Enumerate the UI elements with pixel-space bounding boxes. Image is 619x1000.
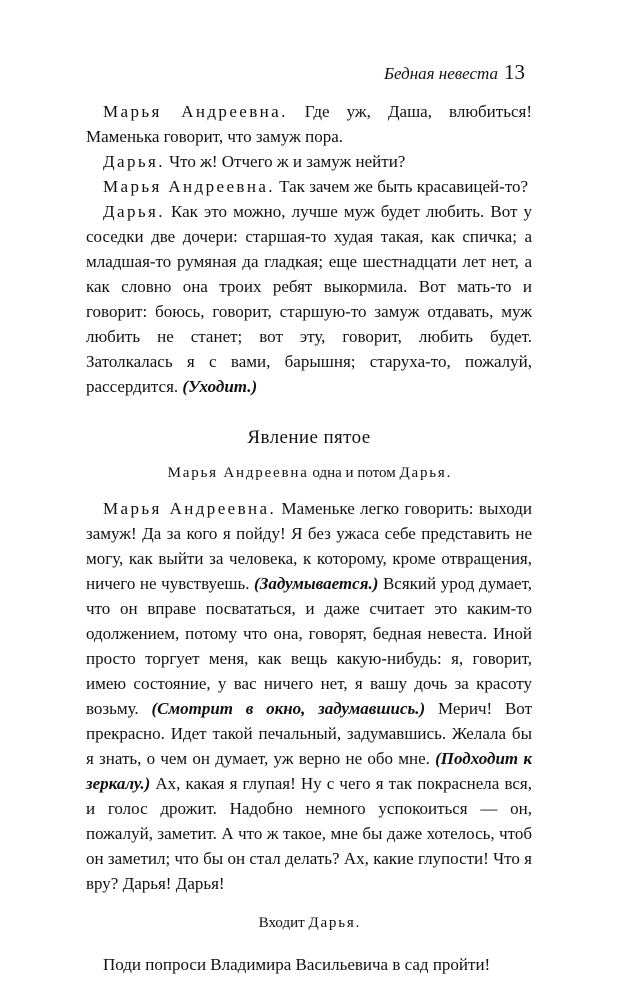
line-text: Маменьке легко говорить: выходи замуж! Да за кого я пойду! Я без ужаса себе представить не могу, как выйти за человека, к которому, кроме отвращения, ничего не чувствуешь. xyxy=(86,499,532,593)
monologue xyxy=(86,496,532,896)
page-number: 13 xyxy=(504,60,525,84)
cast-end: . xyxy=(446,465,451,481)
line-text: Где уж, Даша, влюбиться! Маменька говорит, что замуж пора. xyxy=(86,102,532,146)
line-text: Что ж! Отчего ж и замуж нейти? xyxy=(164,152,406,171)
enter-end: . xyxy=(355,915,360,931)
dialogue-line xyxy=(86,952,532,977)
stage-direction: (Смотрит в окно, задумавшись.) xyxy=(151,699,426,718)
line-text: Как это можно, лучше муж будет любить. Вот у соседки две дочери: старшая-то худая такая, как спичка; а младшая-то румяная да гладкая; еще шестнадцати лет нет, а как словно она троих ребят выкормила. Вот мать-то и говорит: боюсь, говорит, старшую-то замуж отдавать, муж любить не станет; вот эту, говорит, любить будет. Затолкалась я с вами, барышня; старуха-то, пожалуй, рассердится. xyxy=(86,202,532,396)
line-text: Так зачем же быть красавицей-то? xyxy=(274,177,529,196)
line-text: Всякий урод думает, что он вправе посвататься, и даже считает это каким-то одолжением, потому что она, говорят, бедная невеста. Иной просто торгует меня, как вещь какую-нибудь: я, говорит, имею состояние, у вас ничего нет, я вашу дочь за красоту возьму. xyxy=(86,574,532,718)
stage-direction: (Задумывается.) xyxy=(254,574,379,593)
cast-line xyxy=(86,462,532,484)
speaker-name: Марья Андреевна. xyxy=(103,102,288,121)
enter-name: Дарья xyxy=(308,915,356,931)
line-text: Мерич! Вот прекрасно. Идет такой печальный, задумавшись. Желала бы я знать, о чем он думает, уж верно не обо мне. xyxy=(86,699,533,768)
stage-direction: (Подходит к зеркалу.) xyxy=(86,749,532,793)
running-header xyxy=(384,61,525,85)
speaker-name: Марья Андреевна. xyxy=(103,499,277,518)
enter-verb: Входит xyxy=(258,915,309,931)
dialogue-line xyxy=(86,99,532,149)
dialogue-line xyxy=(86,174,532,199)
dialogue-line xyxy=(86,149,532,174)
enter-direction xyxy=(86,912,532,934)
cast-text: одна и потом xyxy=(308,465,400,481)
body-text xyxy=(86,99,532,977)
line-text: Поди попроси Владимира Васильевича в сад пройти! xyxy=(103,955,491,974)
scene-title: Явление пятое xyxy=(247,427,371,448)
speaker-name: Марья Андреевна. xyxy=(103,177,275,196)
speaker-name: Дарья. xyxy=(103,202,165,221)
line-text: Ах, какая я глупая! Ну с чего я так покраснела вся, и голос дрожит. Надобно немного успокоиться — он, пожалуй, заметит. А что ж такое, мне бы даже хотелось, чтоб он заметил; что бы он стал делать? Ах, какие глупости! Что я вру? Дарья! Дарья! xyxy=(86,774,532,893)
cast-name: Марья Андреевна xyxy=(167,465,309,481)
speaker-name: Дарья. xyxy=(103,152,165,171)
stage-direction: (Уходит.) xyxy=(182,377,258,396)
dialogue-line xyxy=(86,199,532,399)
cast-name: Дарья xyxy=(399,465,447,481)
running-title: Бедная невеста xyxy=(383,64,498,83)
